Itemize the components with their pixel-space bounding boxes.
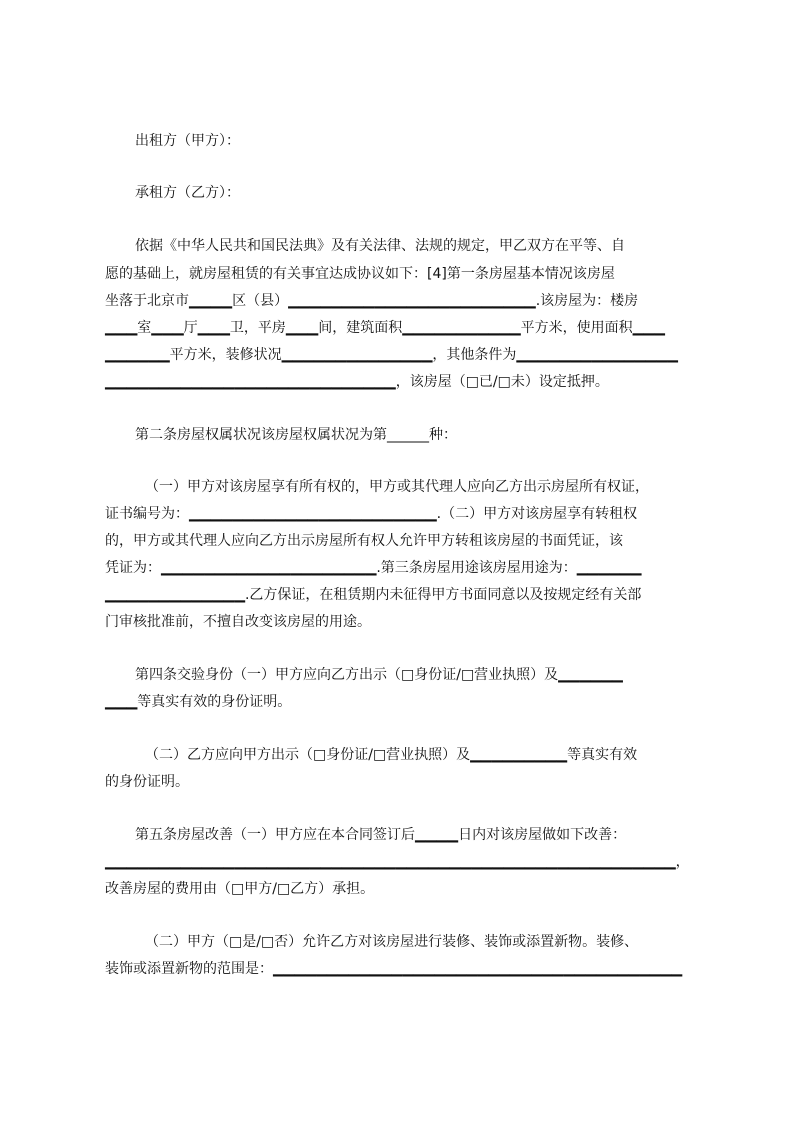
text-line: （一）甲方对该房屋享有所有权的，甲方或其代理人应向乙方出示房屋所有权证，: [145, 479, 649, 495]
text-line: ▁▁▁室▁▁▁厅▁▁▁卫，平房▁▁▁间，建筑面积▁▁▁▁▁▁▁▁▁▁▁平方米，使用面积▁▁▁: [105, 320, 665, 336]
text-line: 第四条交验身份（一）甲方应向乙方出示（□身份证/□营业执照）及▁▁▁▁▁▁: [135, 667, 623, 683]
text-line: ▁▁▁等真实有效的身份证明。: [105, 694, 292, 710]
text-line: 第二条房屋权属状况该房屋权属状况为第______种：: [135, 427, 457, 443]
text-line: 门审核批准前，不擅自改变该房屋的用途。: [105, 614, 371, 630]
text-line: 的，甲方或其代理人应向乙方出示房屋所有权人允许甲方转租该房屋的书面凭证，该: [105, 533, 623, 549]
text-line: ▁▁▁▁▁▁平方米，装修状况▁▁▁▁▁▁▁▁▁▁▁▁▁▁，其他条件为▁▁▁▁▁▁▁▁▁▁▁▁▁▁▁: [105, 347, 678, 363]
text-line: 出租方（甲方）：: [135, 133, 240, 149]
text-line: ▁▁▁▁▁▁▁▁▁▁▁▁▁.乙方保证，在租赁期内未征得甲方书面同意以及按规定经有关部: [105, 587, 642, 603]
text-line: 坐落于北京市▁▁▁▁区（县）▁▁▁▁▁▁▁▁▁▁▁▁▁▁▁▁▁▁▁▁▁▁▁.该房屋为：楼房: [105, 293, 639, 309]
text-line: 承租方（乙方）：: [135, 185, 240, 201]
text-line: 愿的基础上，就房屋租赁的有关事宜达成协议如下：[4]第一条房屋基本情况该房屋: [105, 266, 615, 282]
text-line: 依据《中华人民共和国民法典》及有关法律、法规的规定，甲乙双方在平等、自: [135, 238, 625, 254]
text-line: 凭证为：▁▁▁▁▁▁▁▁▁▁▁▁▁▁▁▁▁▁▁▁.第三条房屋用途该房屋用途为：▁▁▁▁▁▁: [105, 560, 642, 576]
text-line: （二）乙方应向甲方出示（□身份证/□营业执照）及▁▁▁▁▁▁▁▁▁等真实有效: [145, 747, 638, 763]
text-line: 的身份证明。: [105, 774, 189, 790]
text-line: 第五条房屋改善（一）甲方应在本合同签订后▁▁▁▁日内对该房屋做如下改善：: [135, 827, 627, 843]
text-line: 改善房屋的费用由（□甲方/□乙方）承担。: [105, 881, 375, 897]
text-line: （二）甲方（□是/□否）允许乙方对该房屋进行装修、装饰或添置新物。装修、: [145, 934, 639, 950]
text-line: ▁▁▁▁▁▁▁▁▁▁▁▁▁▁▁▁▁▁▁▁▁▁▁▁▁▁▁，该房屋（□已/□未）设定抵押。: [105, 374, 609, 390]
text-line: 证书编号为：▁▁▁▁▁▁▁▁▁▁▁▁▁▁▁▁▁▁▁▁▁▁▁.（二）甲方对该房屋享有转租权: [105, 506, 638, 522]
text-line: ▁▁▁▁▁▁▁▁▁▁▁▁▁▁▁▁▁▁▁▁▁▁▁▁▁▁▁▁▁▁▁▁▁▁▁▁▁▁▁▁▁▁▁▁▁▁▁▁▁▁▁▁▁，: [105, 854, 690, 870]
text-line: 装饰或添置新物的范围是：▁▁▁▁▁▁▁▁▁▁▁▁▁▁▁▁▁▁▁▁▁▁▁▁▁▁▁▁▁▁▁▁▁▁▁▁▁▁: [105, 961, 683, 977]
